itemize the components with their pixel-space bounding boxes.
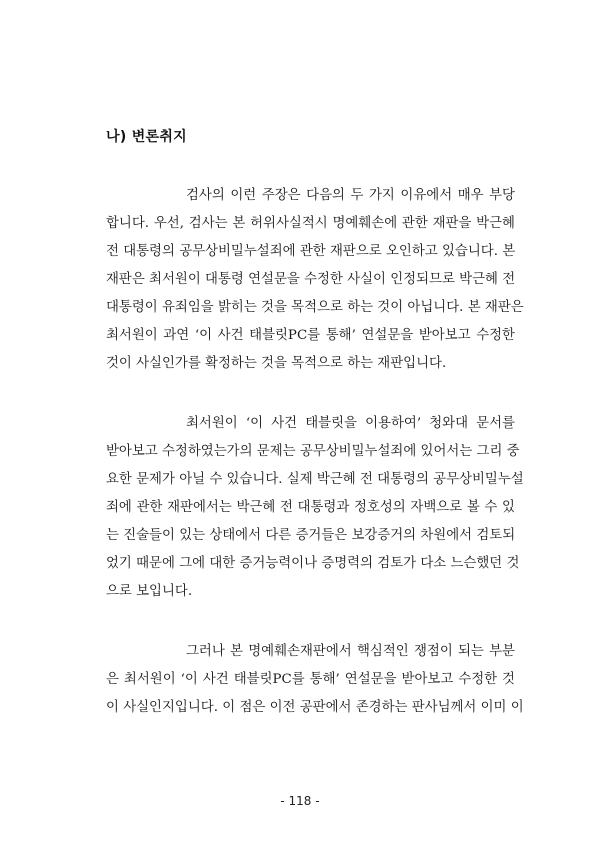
paragraph-2-line-1: 최서원이 ‘이 사건 태블릿을 이용하여’ 청와대 문서를 [186,416,515,431]
page-number: - 118 - [280,794,320,808]
paragraph-1-line-7: 것이 사실인가를 확정하는 것을 목적으로 하는 재판입니다. [106,356,447,371]
section-heading: 나) 변론취지 [106,129,187,145]
paragraph-1-line-3: 전 대통령의 공무상비밀누설죄에 관한 재판으로 오인하고 있습니다. 본 [106,244,516,259]
paragraph-1-line-2: 합니다. 우선, 검사는 본 허위사실적시 명예훼손에 관한 재판을 박근혜 [106,216,515,231]
paragraph-1-line-4: 재판은 최서원이 대통령 연설문을 수정한 사실이 인정되므로 박근혜 전 [106,272,516,287]
paragraph-2-line-2: 받아보고 수정하였는가의 문제는 공무상비밀누설죄에 있어서는 그리 중 [106,444,520,459]
paragraph-1-line-1: 검사의 이런 주장은 다음의 두 가지 이유에서 매우 부당 [186,188,515,203]
paragraph-1-line-5: 대통령이 유죄임을 밝히는 것을 목적으로 하는 것이 아닙니다. 본 재판은 [106,300,524,315]
paragraph-3-line-1: 그러나 본 명예훼손재판에서 핵심적인 쟁점이 되는 부분 [186,644,515,659]
paragraph-2-line-5: 는 진술들이 있는 상태에서 다른 증거들은 보강증거의 차원에서 검토되 [106,528,516,543]
paragraph-2-line-3: 요한 문제가 아닐 수 있습니다. 실제 박근혜 전 대통령의 공무상비밀누설 [106,472,524,487]
paragraph-3-line-3: 이 사실인지입니다. 이 점은 이전 공판에서 존경하는 판사님께서 이미 이 [106,700,524,715]
paragraph-1-line-6: 최서원이 과연 ‘이 사건 태블릿PC를 통해’ 연설문을 받아보고 수정한 [106,328,515,343]
paragraph-3-line-2: 은 최서원이 ‘이 사건 태블릿PC를 통해’ 연설문을 받아보고 수정한 것 [106,672,515,687]
paragraph-2-line-4: 죄에 관한 재판에서는 박근혜 전 대통령과 정호성의 자백으로 볼 수 있 [106,500,515,515]
paragraph-2-line-6: 었기 때문에 그에 대한 증거능력이나 증명력의 검토가 다소 느슨했던 것 [106,556,520,571]
paragraph-2-line-7: 으로 보입니다. [106,584,193,599]
